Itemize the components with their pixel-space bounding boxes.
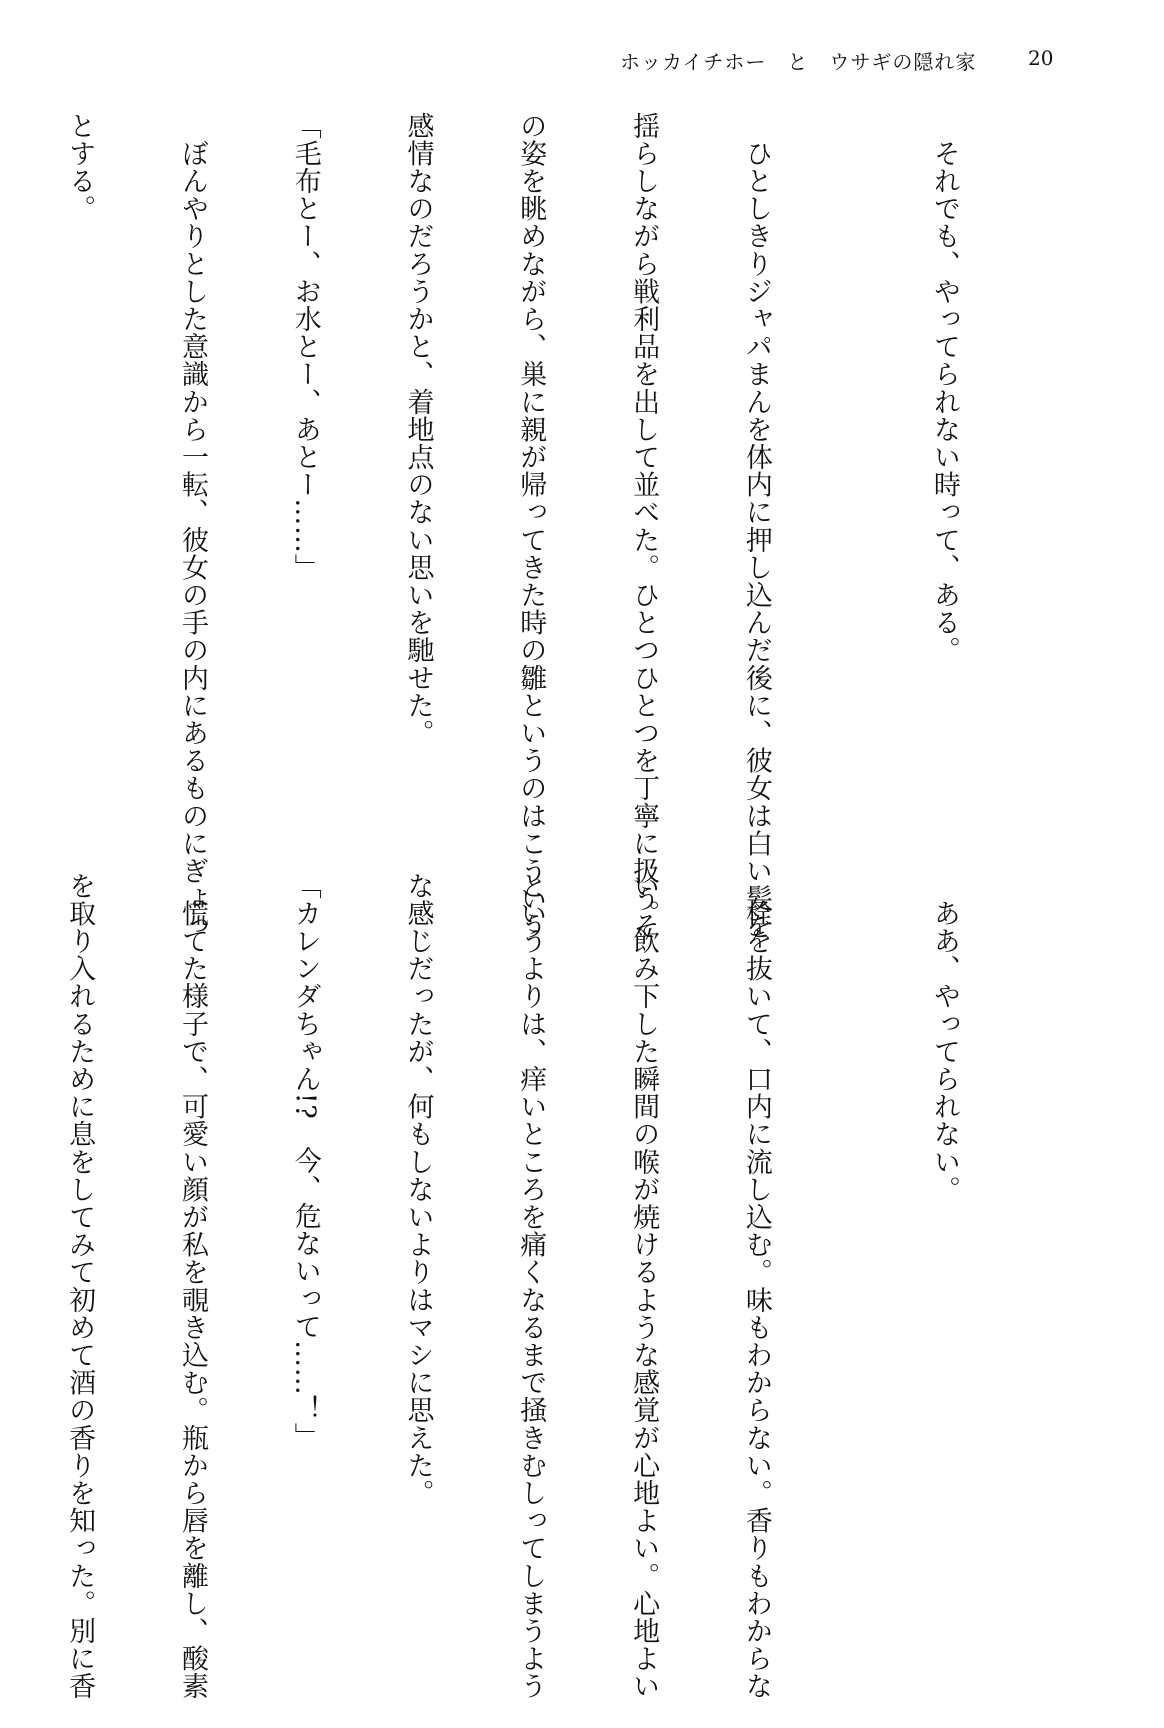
text-line: 「カレンダちゃん!? 今、危ないって……！」 [289, 872, 321, 1451]
text-line: 「毛布とー、お水とー、あとー……」 [289, 112, 321, 582]
page-number: 20 [1028, 46, 1054, 70]
running-title: ホッカイチホー と ウサギの隠れ家 [620, 50, 977, 74]
top-text-block [64, 112, 1038, 940]
text-line: 慌てた様子で、可愛い顔が私を覗き込む。瓶から唇を離し、酸素 [176, 872, 208, 1700]
text-line: の姿を眺めながら、巣に親が帰ってきた時の雛というのはこういう [515, 112, 547, 940]
text-line: ぼんやりとした意識から一転、彼女の手の内にあるものにぎょっ [176, 112, 208, 940]
text-line: それでも、やってられない時って、ある。 [928, 112, 960, 664]
text-line: 栓を抜いて、口内に流し込む。味もわからない。香りもわからな [740, 872, 772, 1700]
text-line: い。飲み下した瞬間の喉が焼けるような感覚が心地よい。心地よい [628, 872, 660, 1700]
text-line: 揺らしながら戦利品を出して並べた。ひとつひとつを丁寧に扱うそ [628, 112, 660, 940]
bottom-text-block [64, 872, 1038, 1700]
text-line: を取り入れるために息をしてみて初めて酒の香りを知った。別に香 [64, 872, 96, 1700]
page-header [0, 46, 1164, 76]
text-line: というよりは、痒いところを痛くなるまで掻きむしってしまうよう [515, 872, 547, 1700]
text-line: ひとしきりジャパまんを体内に押し込んだ後に、彼女は白い髪を [740, 112, 772, 940]
text-line: な感じだったが、何もしないよりはマシに思えた。 [402, 872, 434, 1507]
text-line: ああ、やってられない。 [928, 872, 960, 1204]
text-line: 感情なのだろうかと、着地点のない思いを馳せた。 [402, 112, 434, 747]
text-line: とする。 [64, 112, 96, 223]
